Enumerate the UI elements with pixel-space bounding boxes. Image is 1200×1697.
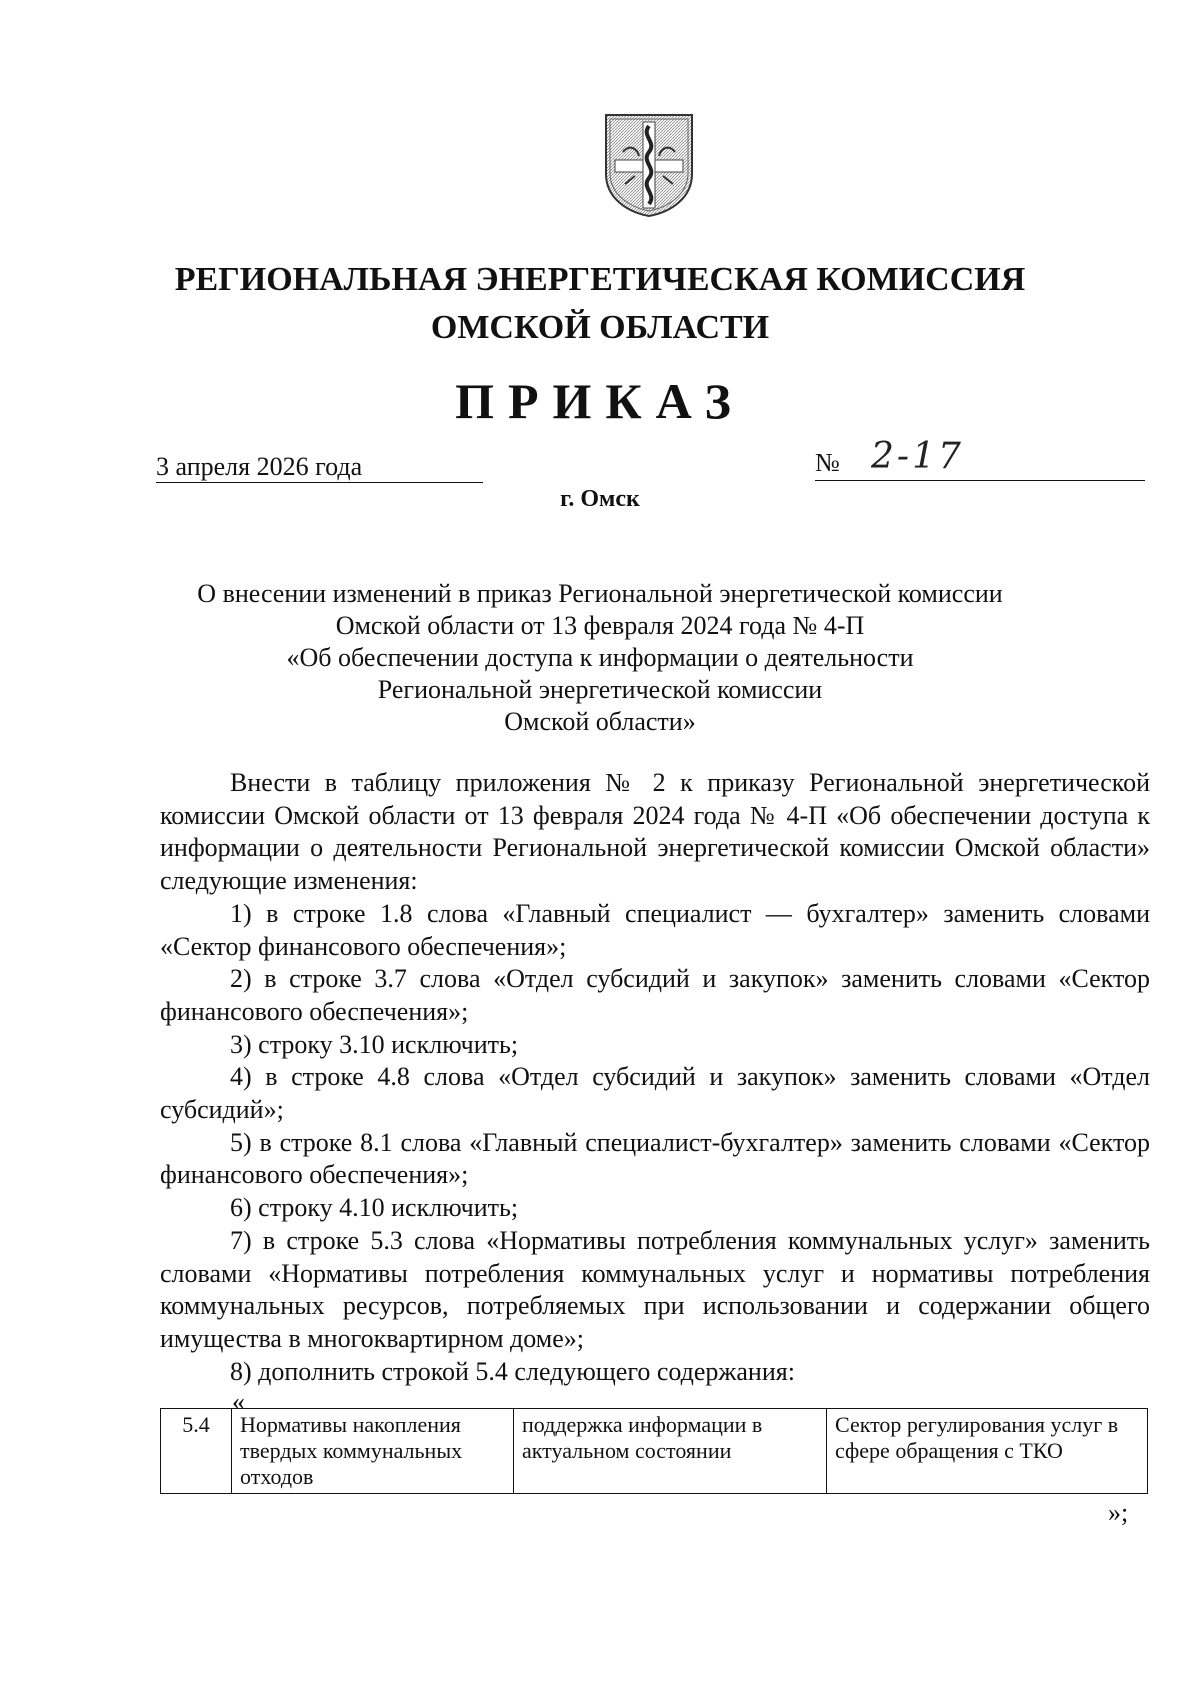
order-date: 3 апреля 2026 года <box>156 452 483 483</box>
order-number-handwritten: 2-17 <box>871 436 964 477</box>
change-item: 1) в строке 1.8 слова «Главный специалист — бухгалтер» заменить словами «Сектор финансового обеспечения»; <box>160 898 1150 961</box>
action-cell: поддержка информации в актуальном состоянии <box>514 1409 827 1494</box>
insert-close-quote: »; <box>1108 1498 1129 1527</box>
change-item: 6) строку 4.10 исключить; <box>230 1193 519 1223</box>
responsible-cell: Сектор регулирования услуг в сфере обращения с ТКО <box>827 1409 1148 1494</box>
subject-line: «Об обеспечении доступа к информации о деятельности <box>286 643 914 672</box>
subject-line: Омской области» <box>504 707 696 736</box>
number-sign: № <box>815 448 840 477</box>
table-row <box>161 1409 1148 1494</box>
order-subject <box>150 578 1050 738</box>
order-body <box>160 767 1150 1388</box>
change-item: 7) в строке 5.3 слова «Нормативы потребления коммунальных услуг» заменить словами «Нормативы потребления коммунальных услуг и нормативы потребления коммунальных ресурсов, потребляемых при использовании и содержании общего имущества в многоквартирном доме»; <box>160 1225 1150 1353</box>
subject-line: О внесении изменений в приказ Региональной энергетической комиссии <box>197 579 1003 608</box>
info-name-cell: Нормативы накопления твердых коммунальных отходов <box>232 1409 514 1494</box>
change-item: 4) в строке 4.8 слова «Отдел субсидий и закупок» заменить словами «Отдел субсидий»; <box>160 1062 1150 1125</box>
coat-of-arms-emblem <box>603 112 695 218</box>
intro-paragraph: Внести в таблицу приложения № 2 к приказу Региональной энергетической комиссии Омской области от 13 февраля 2024 года № 4-П «Об обеспечении доступа к информации о деятельности Региональной энергетической комиссии Омской области» следующие изменения: <box>160 768 1150 896</box>
inserted-row-table <box>160 1408 1148 1494</box>
change-item: 5) в строке 8.1 слова «Главный специалист-бухгалтер» заменить словами «Сектор финансового обеспечения»; <box>160 1127 1150 1190</box>
change-item: 2) в строке 3.7 слова «Отдел субсидий и закупок» заменить словами «Сектор финансового обеспечения»; <box>160 964 1150 1026</box>
city: г. Омск <box>560 486 640 512</box>
organization-name-line2: ОМСКОЙ ОБЛАСТИ <box>430 309 770 346</box>
subject-line: Омской области от 13 февраля 2024 года № 4-П <box>335 611 865 640</box>
insert-open-quote: « <box>232 1387 245 1416</box>
change-item: 8) дополнить строкой 5.4 следующего содержания: <box>230 1356 795 1386</box>
organization-name-line1: РЕГИОНАЛЬНАЯ ЭНЕРГЕТИЧЕСКАЯ КОМИССИЯ <box>174 261 1026 298</box>
document-title: ПРИКАЗ <box>455 373 745 429</box>
row-number-cell: 5.4 <box>161 1409 232 1494</box>
subject-line: Региональной энергетической комиссии <box>377 675 823 704</box>
change-item: 3) строку 3.10 исключить; <box>230 1029 519 1059</box>
order-number-field <box>815 436 1145 481</box>
